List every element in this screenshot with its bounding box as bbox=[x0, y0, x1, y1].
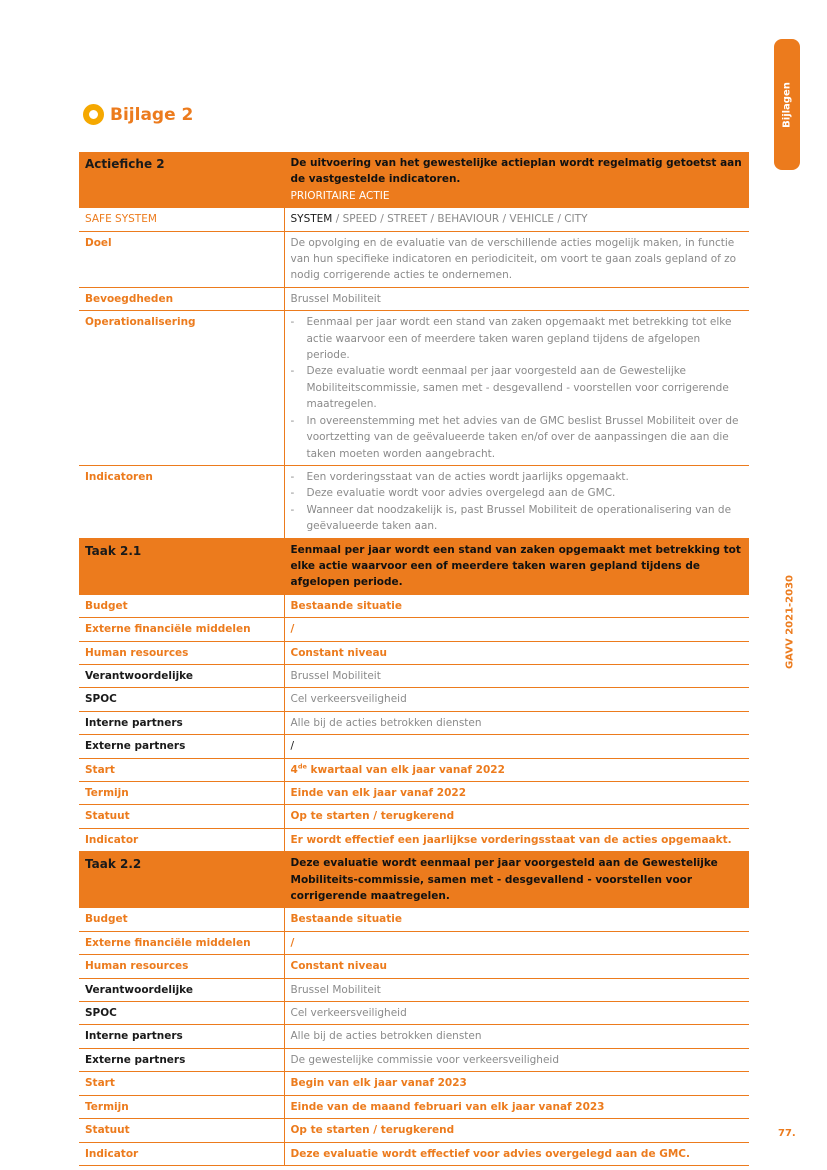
table-row bbox=[79, 931, 749, 954]
page-heading bbox=[83, 104, 193, 125]
ring-bullet-icon bbox=[83, 104, 104, 125]
page-title: Bijlage 2 bbox=[110, 104, 194, 125]
task-2-2-title: Taak 2.2 bbox=[79, 852, 284, 908]
table-row bbox=[79, 805, 749, 828]
task-2-1-header-row bbox=[79, 538, 749, 594]
table-row bbox=[79, 1048, 749, 1071]
internal-partners-value: Alle bij de acties betrokken diensten bbox=[284, 1025, 749, 1048]
spoc-value: Cel verkeersveiligheid bbox=[284, 1002, 749, 1025]
financial-means-value: / bbox=[284, 931, 749, 954]
side-section-tab bbox=[774, 39, 800, 170]
table-row bbox=[79, 1119, 749, 1142]
table-row bbox=[79, 782, 749, 805]
bevoegdheden-value: Brussel Mobiliteit bbox=[284, 287, 749, 310]
spoc-value: Cel verkeersveiligheid bbox=[284, 688, 749, 711]
external-partners-value: De gewestelijke commissie voor verkeersveiligheid bbox=[284, 1048, 749, 1071]
external-partners-label: Externe partners bbox=[79, 735, 284, 758]
status-value: Op te starten / terugkerend bbox=[284, 1119, 749, 1142]
action-sheet-description-cell bbox=[284, 152, 749, 208]
action-sheet-description: De uitvoering van het gewestelijke actieplan wordt regelmatig getoetst aan de vastgestelde indicatoren. bbox=[290, 157, 742, 186]
table-row bbox=[79, 1025, 749, 1048]
bevoegdheden-label: Bevoegdheden bbox=[79, 287, 284, 310]
external-partners-value: / bbox=[284, 735, 749, 758]
internal-partners-value: Alle bij de acties betrokken diensten bbox=[284, 711, 749, 734]
list-item: - Eenmaal per jaar wordt een stand van zaken opgemaakt met betrekking tot elke actie waarvoor een of meerdere taken waren gepland tijdens de afgelopen periode. bbox=[291, 314, 744, 363]
list-item: - Deze evaluatie wordt voor advies overgelegd aan de GMC. bbox=[291, 485, 744, 501]
document-side-label: GAVV 2021-2030 bbox=[784, 574, 796, 670]
table-row bbox=[79, 908, 749, 931]
human-resources-label: Human resources bbox=[79, 955, 284, 978]
start-value bbox=[284, 758, 749, 781]
task-2-1-title: Taak 2.1 bbox=[79, 538, 284, 594]
list-item: - Wanneer dat noodzakelijk is, past Brussel Mobiliteit de operationalisering van de geëvalueerde taken aan. bbox=[291, 502, 744, 535]
responsible-label: Verantwoordelijke bbox=[79, 978, 284, 1001]
start-quarter-number: 4 bbox=[290, 763, 298, 776]
financial-means-label: Externe financiële middelen bbox=[79, 618, 284, 641]
safe-system-value bbox=[284, 208, 749, 231]
table-row bbox=[79, 955, 749, 978]
priority-label: PRIORITAIRE ACTIE bbox=[290, 189, 390, 202]
operationalisering-list bbox=[291, 314, 744, 462]
list-item: - Deze evaluatie wordt eenmaal per jaar voorgesteld aan de Gewestelijke Mobiliteitscommissie, samen met - desgevallend - voorstellen voor corrigerende maatregelen. bbox=[291, 363, 744, 412]
budget-value: Bestaande situatie bbox=[284, 908, 749, 931]
deadline-label: Termijn bbox=[79, 782, 284, 805]
bevoegdheden-row bbox=[79, 287, 749, 310]
table-row bbox=[79, 1072, 749, 1095]
spoc-label: SPOC bbox=[79, 1002, 284, 1025]
doel-row bbox=[79, 231, 749, 287]
table-row bbox=[79, 711, 749, 734]
table-row bbox=[79, 1002, 749, 1025]
table-row bbox=[79, 664, 749, 687]
safe-system-row bbox=[79, 208, 749, 231]
operationalisering-label: Operationalisering bbox=[79, 311, 284, 466]
deadline-label: Termijn bbox=[79, 1095, 284, 1118]
indicator-value: Deze evaluatie wordt effectief voor advies overgelegd aan de GMC. bbox=[284, 1142, 749, 1165]
indicator-label: Indicator bbox=[79, 828, 284, 851]
operationalisering-value bbox=[284, 311, 749, 466]
table-row bbox=[79, 618, 749, 641]
action-sheet-table bbox=[79, 152, 749, 1166]
status-value: Op te starten / terugkerend bbox=[284, 805, 749, 828]
action-sheet-title: Actiefiche 2 bbox=[79, 152, 284, 208]
human-resources-value: Constant niveau bbox=[284, 955, 749, 978]
internal-partners-label: Interne partners bbox=[79, 1025, 284, 1048]
table-row bbox=[79, 735, 749, 758]
action-sheet-header-row bbox=[79, 152, 749, 208]
start-label: Start bbox=[79, 758, 284, 781]
list-item: - Een vorderingsstaat van de acties wordt jaarlijks opgemaakt. bbox=[291, 469, 744, 485]
table-row bbox=[79, 688, 749, 711]
responsible-value: Brussel Mobiliteit bbox=[284, 978, 749, 1001]
human-resources-label: Human resources bbox=[79, 641, 284, 664]
page-number: 77. bbox=[778, 1128, 796, 1139]
task-2-2-header-row bbox=[79, 852, 749, 908]
doel-label: Doel bbox=[79, 231, 284, 287]
start-quarter-text: kwartaal van elk jaar vanaf 2022 bbox=[306, 763, 505, 776]
indicator-label: Indicator bbox=[79, 1142, 284, 1165]
budget-label: Budget bbox=[79, 594, 284, 617]
table-row bbox=[79, 641, 749, 664]
table-row bbox=[79, 758, 749, 781]
task-2-2-description: Deze evaluatie wordt eenmaal per jaar voorgesteld aan de Gewestelijke Mobiliteits-commissie, samen met - desgevallend - voorstellen voor corrigerende maatregelen. bbox=[284, 852, 749, 908]
status-label: Statuut bbox=[79, 1119, 284, 1142]
responsible-value: Brussel Mobiliteit bbox=[284, 664, 749, 687]
external-partners-label: Externe partners bbox=[79, 1048, 284, 1071]
operationalisering-row bbox=[79, 311, 749, 466]
indicatoren-list bbox=[291, 469, 744, 535]
safe-system-label: SAFE SYSTEM bbox=[79, 208, 284, 231]
indicatoren-row bbox=[79, 465, 749, 538]
deadline-value: Einde van elk jaar vanaf 2022 bbox=[284, 782, 749, 805]
indicatoren-label: Indicatoren bbox=[79, 465, 284, 538]
start-quarter-suffix: de bbox=[297, 762, 307, 771]
task-2-1-description: Eenmaal per jaar wordt een stand van zaken opgemaakt met betrekking tot elke actie waarvoor een of meerdere taken waren gepland tijdens de afgelopen periode. bbox=[284, 538, 749, 594]
deadline-value: Einde van de maand februari van elk jaar vanaf 2023 bbox=[284, 1095, 749, 1118]
start-label: Start bbox=[79, 1072, 284, 1095]
financial-means-label: Externe financiële middelen bbox=[79, 931, 284, 954]
indicatoren-value bbox=[284, 465, 749, 538]
list-item: - In overeenstemming met het advies van de GMC beslist Brussel Mobiliteit over de voortzetting van de geëvalueerde taken en/of over de aanpassingen die aan die taken moeten worden aangebracht. bbox=[291, 413, 744, 462]
status-label: Statuut bbox=[79, 805, 284, 828]
internal-partners-label: Interne partners bbox=[79, 711, 284, 734]
table-row bbox=[79, 1142, 749, 1165]
table-row bbox=[79, 1095, 749, 1118]
start-value: Begin van elk jaar vanaf 2023 bbox=[284, 1072, 749, 1095]
budget-label: Budget bbox=[79, 908, 284, 931]
system-highlight: SYSTEM bbox=[290, 213, 333, 226]
indicator-value: Er wordt effectief een jaarlijkse vorderingsstaat van de acties opgemaakt. bbox=[284, 828, 749, 851]
budget-value: Bestaande situatie bbox=[284, 594, 749, 617]
system-other-pillars: / SPEED / STREET / BEHAVIOUR / VEHICLE / CITY bbox=[332, 213, 588, 226]
doel-value: De opvolging en de evaluatie van de verschillende acties mogelijk maken, in functie van hun specifieke indicatoren en periodiciteit, om voort te gaan zoals gepland of zo nodig corrigerende acties te ondernemen. bbox=[284, 231, 749, 287]
responsible-label: Verantwoordelijke bbox=[79, 664, 284, 687]
human-resources-value: Constant niveau bbox=[284, 641, 749, 664]
table-row bbox=[79, 828, 749, 851]
financial-means-value: / bbox=[284, 618, 749, 641]
side-tab-label: Bijlagen bbox=[781, 81, 793, 128]
spoc-label: SPOC bbox=[79, 688, 284, 711]
table-row bbox=[79, 978, 749, 1001]
table-row bbox=[79, 594, 749, 617]
